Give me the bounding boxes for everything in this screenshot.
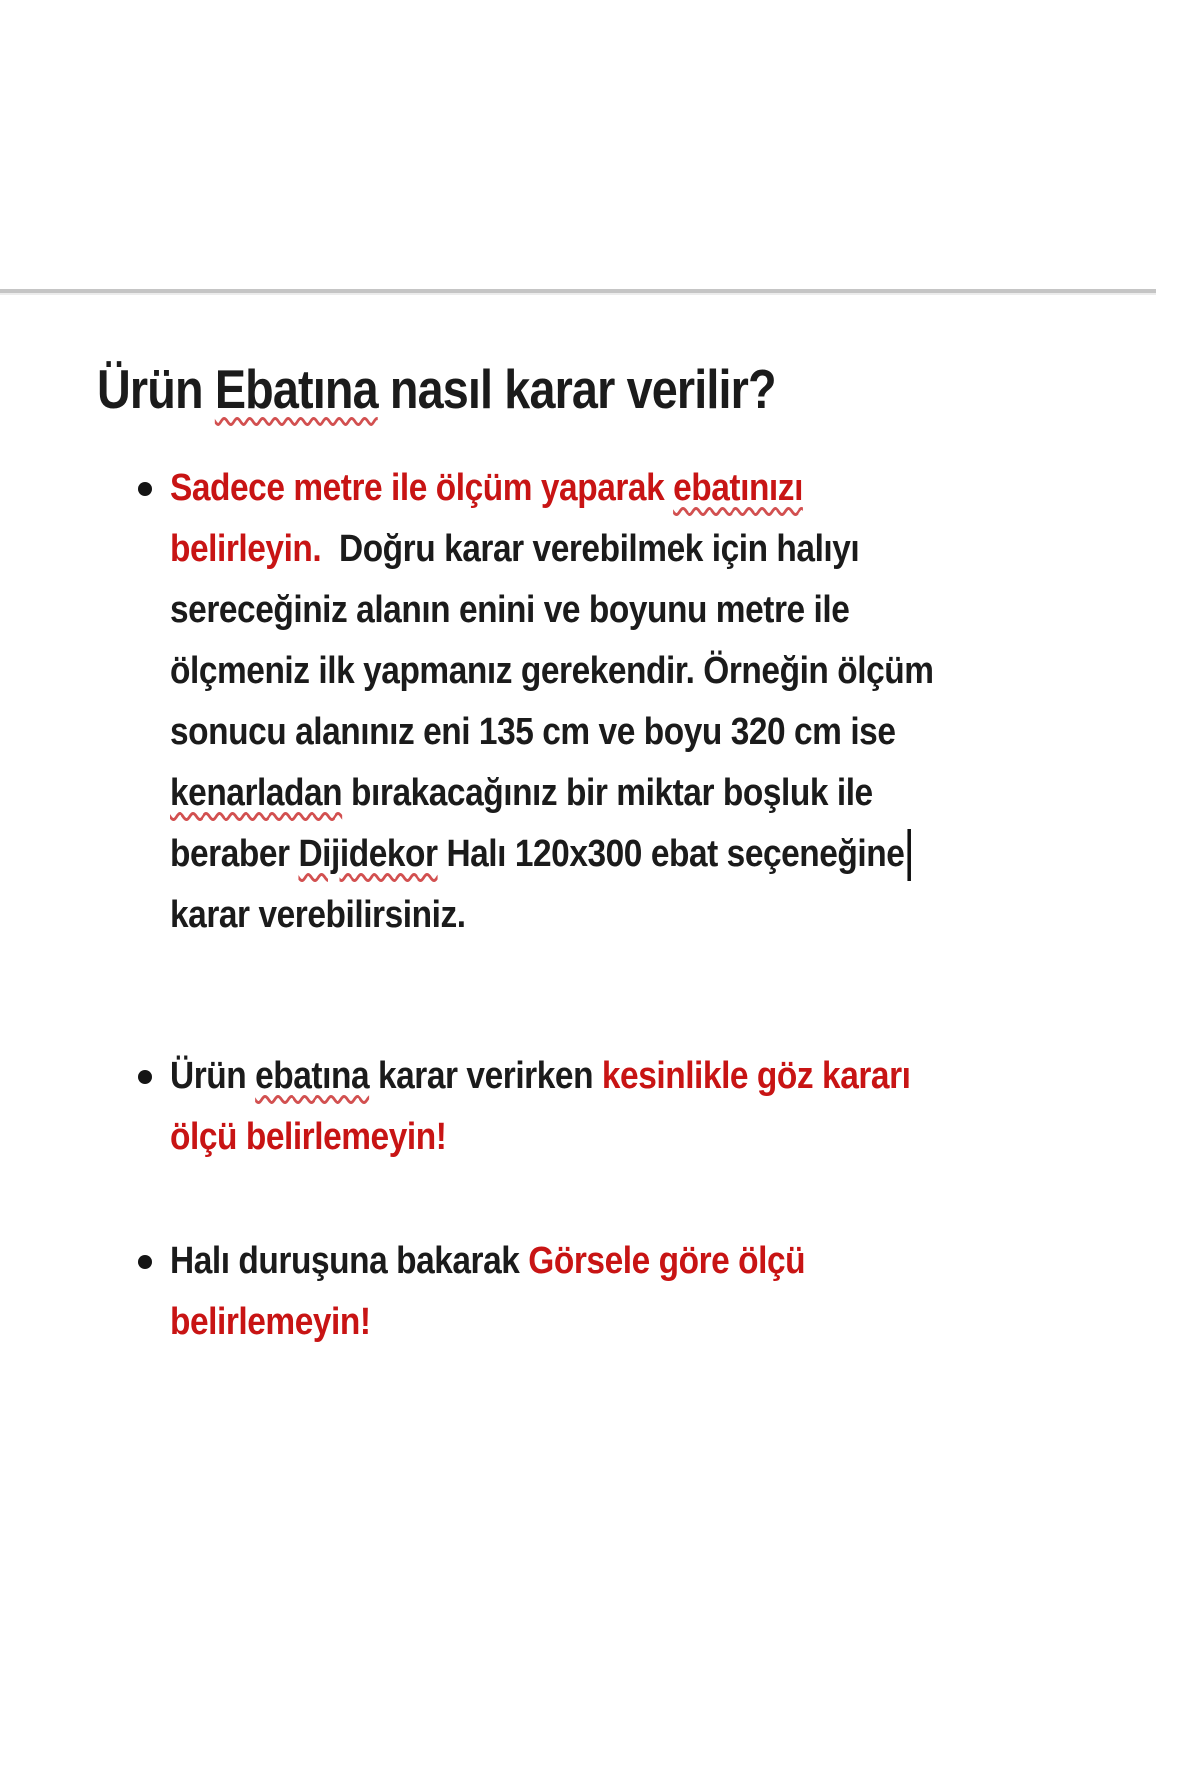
text-line: [170, 824, 934, 885]
text-line: [170, 1107, 911, 1168]
text-segment: belirleyin.: [170, 528, 322, 570]
bullet-marker-icon: [138, 1070, 152, 1084]
text-segment: beraber: [170, 833, 299, 875]
misspelled-word: Ebatına: [214, 358, 378, 420]
text-line: [170, 702, 934, 763]
text-segment: Halı duruşuna bakarak: [170, 1240, 529, 1282]
text-line: [170, 1292, 805, 1353]
bullet-item: [170, 458, 1038, 946]
bullet-item: [170, 1231, 892, 1353]
text-segment: kesinlikle göz kararı: [601, 1055, 911, 1097]
bullet-text: [170, 458, 1038, 946]
bullet-text: [170, 1046, 1011, 1168]
text-segment: sereceğiniz alanın enini ve boyunu metre ile: [170, 589, 850, 631]
text-line: [170, 1231, 805, 1292]
section-divider-shadow: [0, 293, 1156, 295]
text-segment: karar verirken: [369, 1055, 602, 1097]
text-segment: belirlemeyin!: [170, 1301, 371, 1343]
text-segment: Halı 120x300 ebat seçeneğine: [437, 833, 905, 875]
misspelled-word: ebatına: [255, 1055, 370, 1097]
text-line: [170, 763, 934, 824]
text-segment: Sadece metre ile ölçüm yaparak: [170, 467, 674, 509]
bullet-text: [170, 1231, 892, 1353]
text-segment: Görsele göre ölçü: [528, 1240, 806, 1282]
misspelled-word: ebatınızı: [673, 467, 803, 509]
text-segment: ölçü belirlemeyin!: [170, 1116, 447, 1158]
text-segment: Ürün: [97, 358, 215, 420]
bullet-marker-icon: [138, 482, 152, 496]
page-title: [97, 353, 776, 425]
text-line: [170, 580, 934, 641]
text-segment: karar verebilirsiniz.: [170, 894, 466, 936]
text-line: [170, 519, 934, 580]
text-segment: sonucu alanınız eni 135 cm ve boyu 320 cm ise: [170, 711, 896, 753]
text-line: [170, 885, 934, 946]
text-line: [170, 641, 934, 702]
misspelled-word: Dijidekor: [298, 833, 438, 875]
text-segment: Doğru karar verebilmek için halıyı: [321, 528, 860, 570]
text-segment: ölçmeniz ilk yapmanız gerekendir. Örneğin ölçüm: [170, 650, 934, 692]
bullet-item: [170, 1046, 1011, 1168]
text-segment: nasıl karar verilir?: [377, 358, 776, 420]
text-line: [170, 458, 934, 519]
text-cursor: [907, 829, 911, 881]
misspelled-word: kenarladan: [170, 772, 343, 814]
text-segment: Ürün: [170, 1055, 256, 1097]
bullet-marker-icon: [138, 1255, 152, 1269]
text-segment: bırakacağınız bir miktar boşluk ile: [342, 772, 873, 814]
text-line: [170, 1046, 911, 1107]
